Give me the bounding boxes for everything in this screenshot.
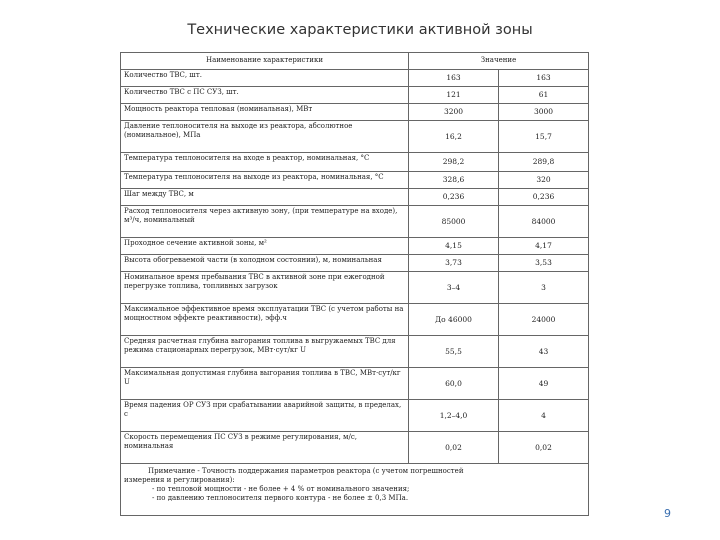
row-name-cell: Максимальная допустимая глубина выгорания топлива в ТВС, МВт·сут/кг U [121,368,409,400]
row-value-1-cell: 4,15 [409,238,499,255]
row-value-2-cell: 84000 [499,206,589,238]
row-value-2-cell: 3 [499,272,589,304]
row-value-1-cell: 3–4 [409,272,499,304]
row-name-cell: Время падения ОР СУЗ при срабатывании аварийной защиты, в пределах, с [121,400,409,432]
row-value-2-cell: 61 [499,87,589,104]
row-name-cell: Максимальное эффективное время эксплуатации ТВС (с учетом работы на мощностном эффекте реактивности), эфф.ч [121,304,409,336]
row-value-1-cell: 16,2 [409,121,499,153]
note-line: Примечание - Точность поддержания параметров реактора (с учетом погрешностей [148,467,464,475]
row-value-1-cell: 0,236 [409,189,499,206]
row-name-cell: Давление теплоносителя на выходе из реактора, абсолютное (номинальное), МПа [121,121,409,153]
row-value-2-cell: 43 [499,336,589,368]
row-name-cell: Температура теплоносителя на выходе из реактора, номинальная, °С [121,172,409,189]
table-row [121,104,589,121]
row-value-2-cell: 3,53 [499,255,589,272]
row-value-1-cell: 1,2–4,0 [409,400,499,432]
row-name-cell: Проходное сечение активной зоны, м² [121,238,409,255]
table-row [121,336,589,368]
table-row [121,172,589,189]
table-row [121,206,589,238]
row-value-1-cell: 55,5 [409,336,499,368]
table-row [121,153,589,172]
row-name-cell: Средняя расчетная глубина выгорания топлива в выгружаемых ТВС для режима стационарных перегрузок, МВт·сут/кг U [121,336,409,368]
row-value-1-cell: До 46000 [409,304,499,336]
row-name-cell: Высота обогреваемой части (в холодном состоянии), м, номинальная [121,255,409,272]
row-value-2-cell: 0,02 [499,432,589,464]
characteristics-table [120,52,589,516]
row-value-1-cell: 121 [409,87,499,104]
row-value-2-cell: 0,236 [499,189,589,206]
note-line: - по давлению теплоносителя первого контура - не более ± 0,3 МПа. [152,494,409,503]
table-row [121,304,589,336]
row-value-1-cell: 85000 [409,206,499,238]
table-row [121,400,589,432]
row-value-1-cell: 298,2 [409,153,499,172]
table-row [121,272,589,304]
page-number: 9 [664,507,671,520]
row-name-cell: Шаг между ТВС, м [121,189,409,206]
row-value-1-cell: 3200 [409,104,499,121]
row-name-cell: Мощность реактора тепловая (номинальная), МВт [121,104,409,121]
note-row [121,464,589,516]
table-row [121,189,589,206]
row-value-1-cell: 3,73 [409,255,499,272]
row-name-cell: Расход теплоносителя через активную зону, (при температуре на входе), м³/ч, номинальный [121,206,409,238]
row-name-cell: Количество ТВС с ПС СУЗ, шт. [121,87,409,104]
row-value-2-cell: 3000 [499,104,589,121]
table-row [121,70,589,87]
note-line: измерения и регулирования): [124,476,235,485]
row-value-2-cell: 163 [499,70,589,87]
table-row [121,238,589,255]
table-row [121,255,589,272]
row-value-2-cell: 320 [499,172,589,189]
row-value-1-cell: 163 [409,70,499,87]
row-value-2-cell: 49 [499,368,589,400]
row-value-2-cell: 4,17 [499,238,589,255]
table-row [121,121,589,153]
row-value-1-cell: 60,0 [409,368,499,400]
note-cell [121,464,589,516]
table-row [121,368,589,400]
header-value-cell: Значение [409,53,589,70]
table-row [121,87,589,104]
row-name-cell: Количество ТВС, шт. [121,70,409,87]
row-name-cell: Номинальное время пребывания ТВС в активной зоне при ежегодной перегрузке топлива, топливных загрузок [121,272,409,304]
note-line: - по тепловой мощности - не более + 4 % от номинального значения; [152,485,410,494]
row-value-2-cell: 15,7 [499,121,589,153]
header-name-cell: Наименование характеристики [121,53,409,70]
row-value-2-cell: 289,8 [499,153,589,172]
row-name-cell: Температура теплоносителя на входе в реактор, номинальная, °С [121,153,409,172]
row-value-1-cell: 0,02 [409,432,499,464]
table-row [121,432,589,464]
page-title: Технические характеристики активной зоны [187,22,533,38]
row-name-cell: Скорость перемещения ПС СУЗ в режиме регулирования, м/с, номинальная [121,432,409,464]
table-header-row [121,53,589,70]
row-value-2-cell: 24000 [499,304,589,336]
row-value-1-cell: 328,6 [409,172,499,189]
row-value-2-cell: 4 [499,400,589,432]
